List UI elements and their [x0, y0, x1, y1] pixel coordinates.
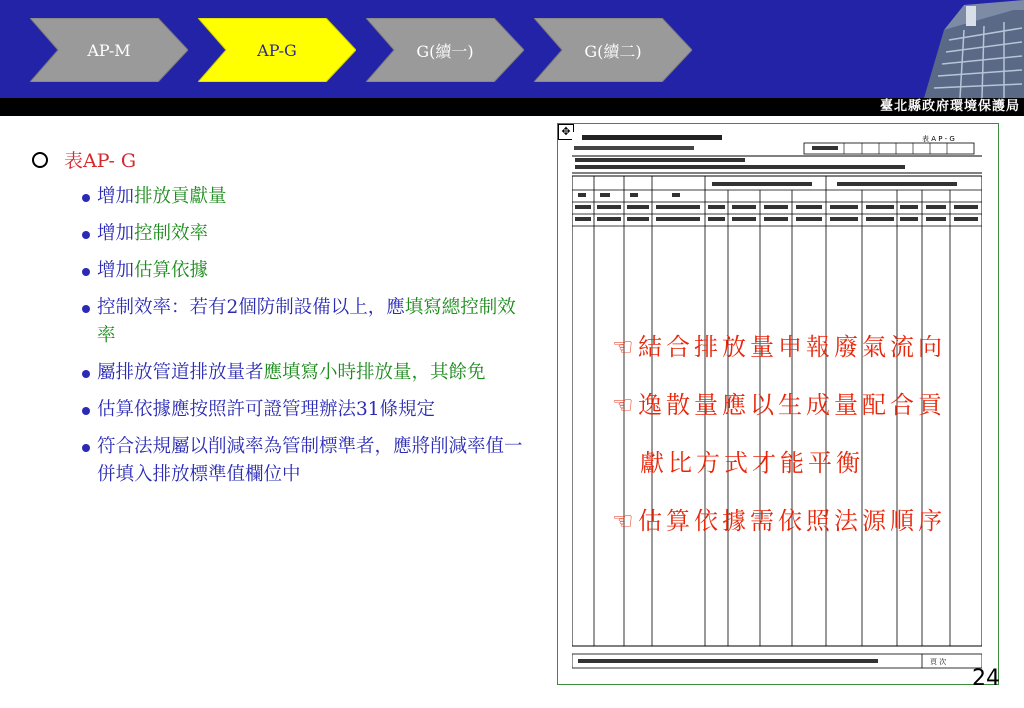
note-item	[612, 376, 992, 434]
bullet-text-green: 應填寫小時排放量，其餘免	[263, 362, 486, 383]
form-footer-label: 頁 次	[930, 658, 947, 666]
bullet-text-blue: 增加	[97, 260, 135, 281]
note-text: 逸散量應以生成量配合貢	[638, 391, 946, 419]
slide-outline	[30, 146, 540, 498]
note-text: 獻比方式才能平衡	[640, 449, 864, 477]
building-logo-image	[904, 0, 1024, 98]
bullet-item	[82, 396, 540, 424]
bullet-text-blue: 符合法規屬以削減率為管制標準者，應將削減率值一併填入排放標準值欄位中	[97, 436, 523, 485]
bullet-item	[82, 257, 540, 285]
bullet-text-blue: 增加	[97, 223, 135, 244]
bullet-dot-icon	[82, 268, 90, 276]
nav-tab-g-cont1[interactable]	[366, 18, 524, 82]
bullet-item	[82, 433, 540, 489]
bullet-text-green: 估算依據	[134, 260, 209, 281]
bullet-item	[82, 183, 540, 211]
nav-tab-ap-m[interactable]	[30, 18, 188, 82]
nav-tab-label: G(續一)	[416, 41, 474, 61]
note-item	[612, 318, 992, 376]
bullet-dot-icon	[82, 305, 90, 313]
bullet-dot-icon	[82, 194, 90, 202]
pointing-hand-icon: ☜	[612, 391, 638, 419]
bullet-text-blue: 屬排放管道排放量者	[97, 362, 264, 383]
note-text: 估算依據需依照法源順序	[638, 507, 946, 535]
org-name: 臺北縣政府環境保護局	[879, 99, 1020, 114]
nav-tab-label: AP-G	[257, 40, 297, 60]
nav-tab-g-cont2[interactable]	[534, 18, 692, 82]
header-divider	[0, 98, 1024, 116]
nav-tab-label: G(續二)	[584, 41, 642, 61]
bullet-item	[82, 359, 540, 387]
page-number: 24	[972, 666, 1000, 691]
hollow-bullet-icon	[32, 152, 48, 168]
nav-tab-label: AP-M	[87, 40, 131, 60]
bullet-text-blue: 控制效率：若有2個防制設備以上，應	[97, 297, 405, 318]
bullet-dot-icon	[82, 444, 90, 452]
pointing-hand-icon: ☜	[612, 333, 638, 361]
note-item-continuation	[612, 434, 992, 492]
bullet-text-green: 填寫總控制效率	[97, 297, 516, 346]
bullet-dot-icon	[82, 370, 90, 378]
note-item	[612, 492, 992, 550]
bullet-text-blue: 估算依據應按照許可證管理辦法31條規定	[97, 399, 436, 420]
pointing-hand-icon: ☜	[612, 507, 638, 535]
heading-text: 表AP- G	[64, 150, 137, 172]
bullet-item	[82, 294, 540, 350]
outline-heading	[30, 146, 540, 173]
move-handle-icon[interactable]: ✥	[558, 124, 574, 140]
form-code: 表 A P - G	[922, 135, 955, 143]
bullet-text-green: 排放貢獻量	[134, 186, 227, 207]
nav-tab-ap-g[interactable]	[198, 18, 356, 82]
bullet-item	[82, 220, 540, 248]
bullet-dot-icon	[82, 231, 90, 239]
bullet-text-blue: 增加	[97, 186, 135, 207]
note-text: 結合排放量申報廢氣流向	[638, 333, 946, 361]
annotation-notes	[612, 318, 992, 550]
bullet-dot-icon	[82, 407, 90, 415]
bullet-text-green: 控制效率	[134, 223, 209, 244]
nav-tabs	[30, 18, 700, 82]
